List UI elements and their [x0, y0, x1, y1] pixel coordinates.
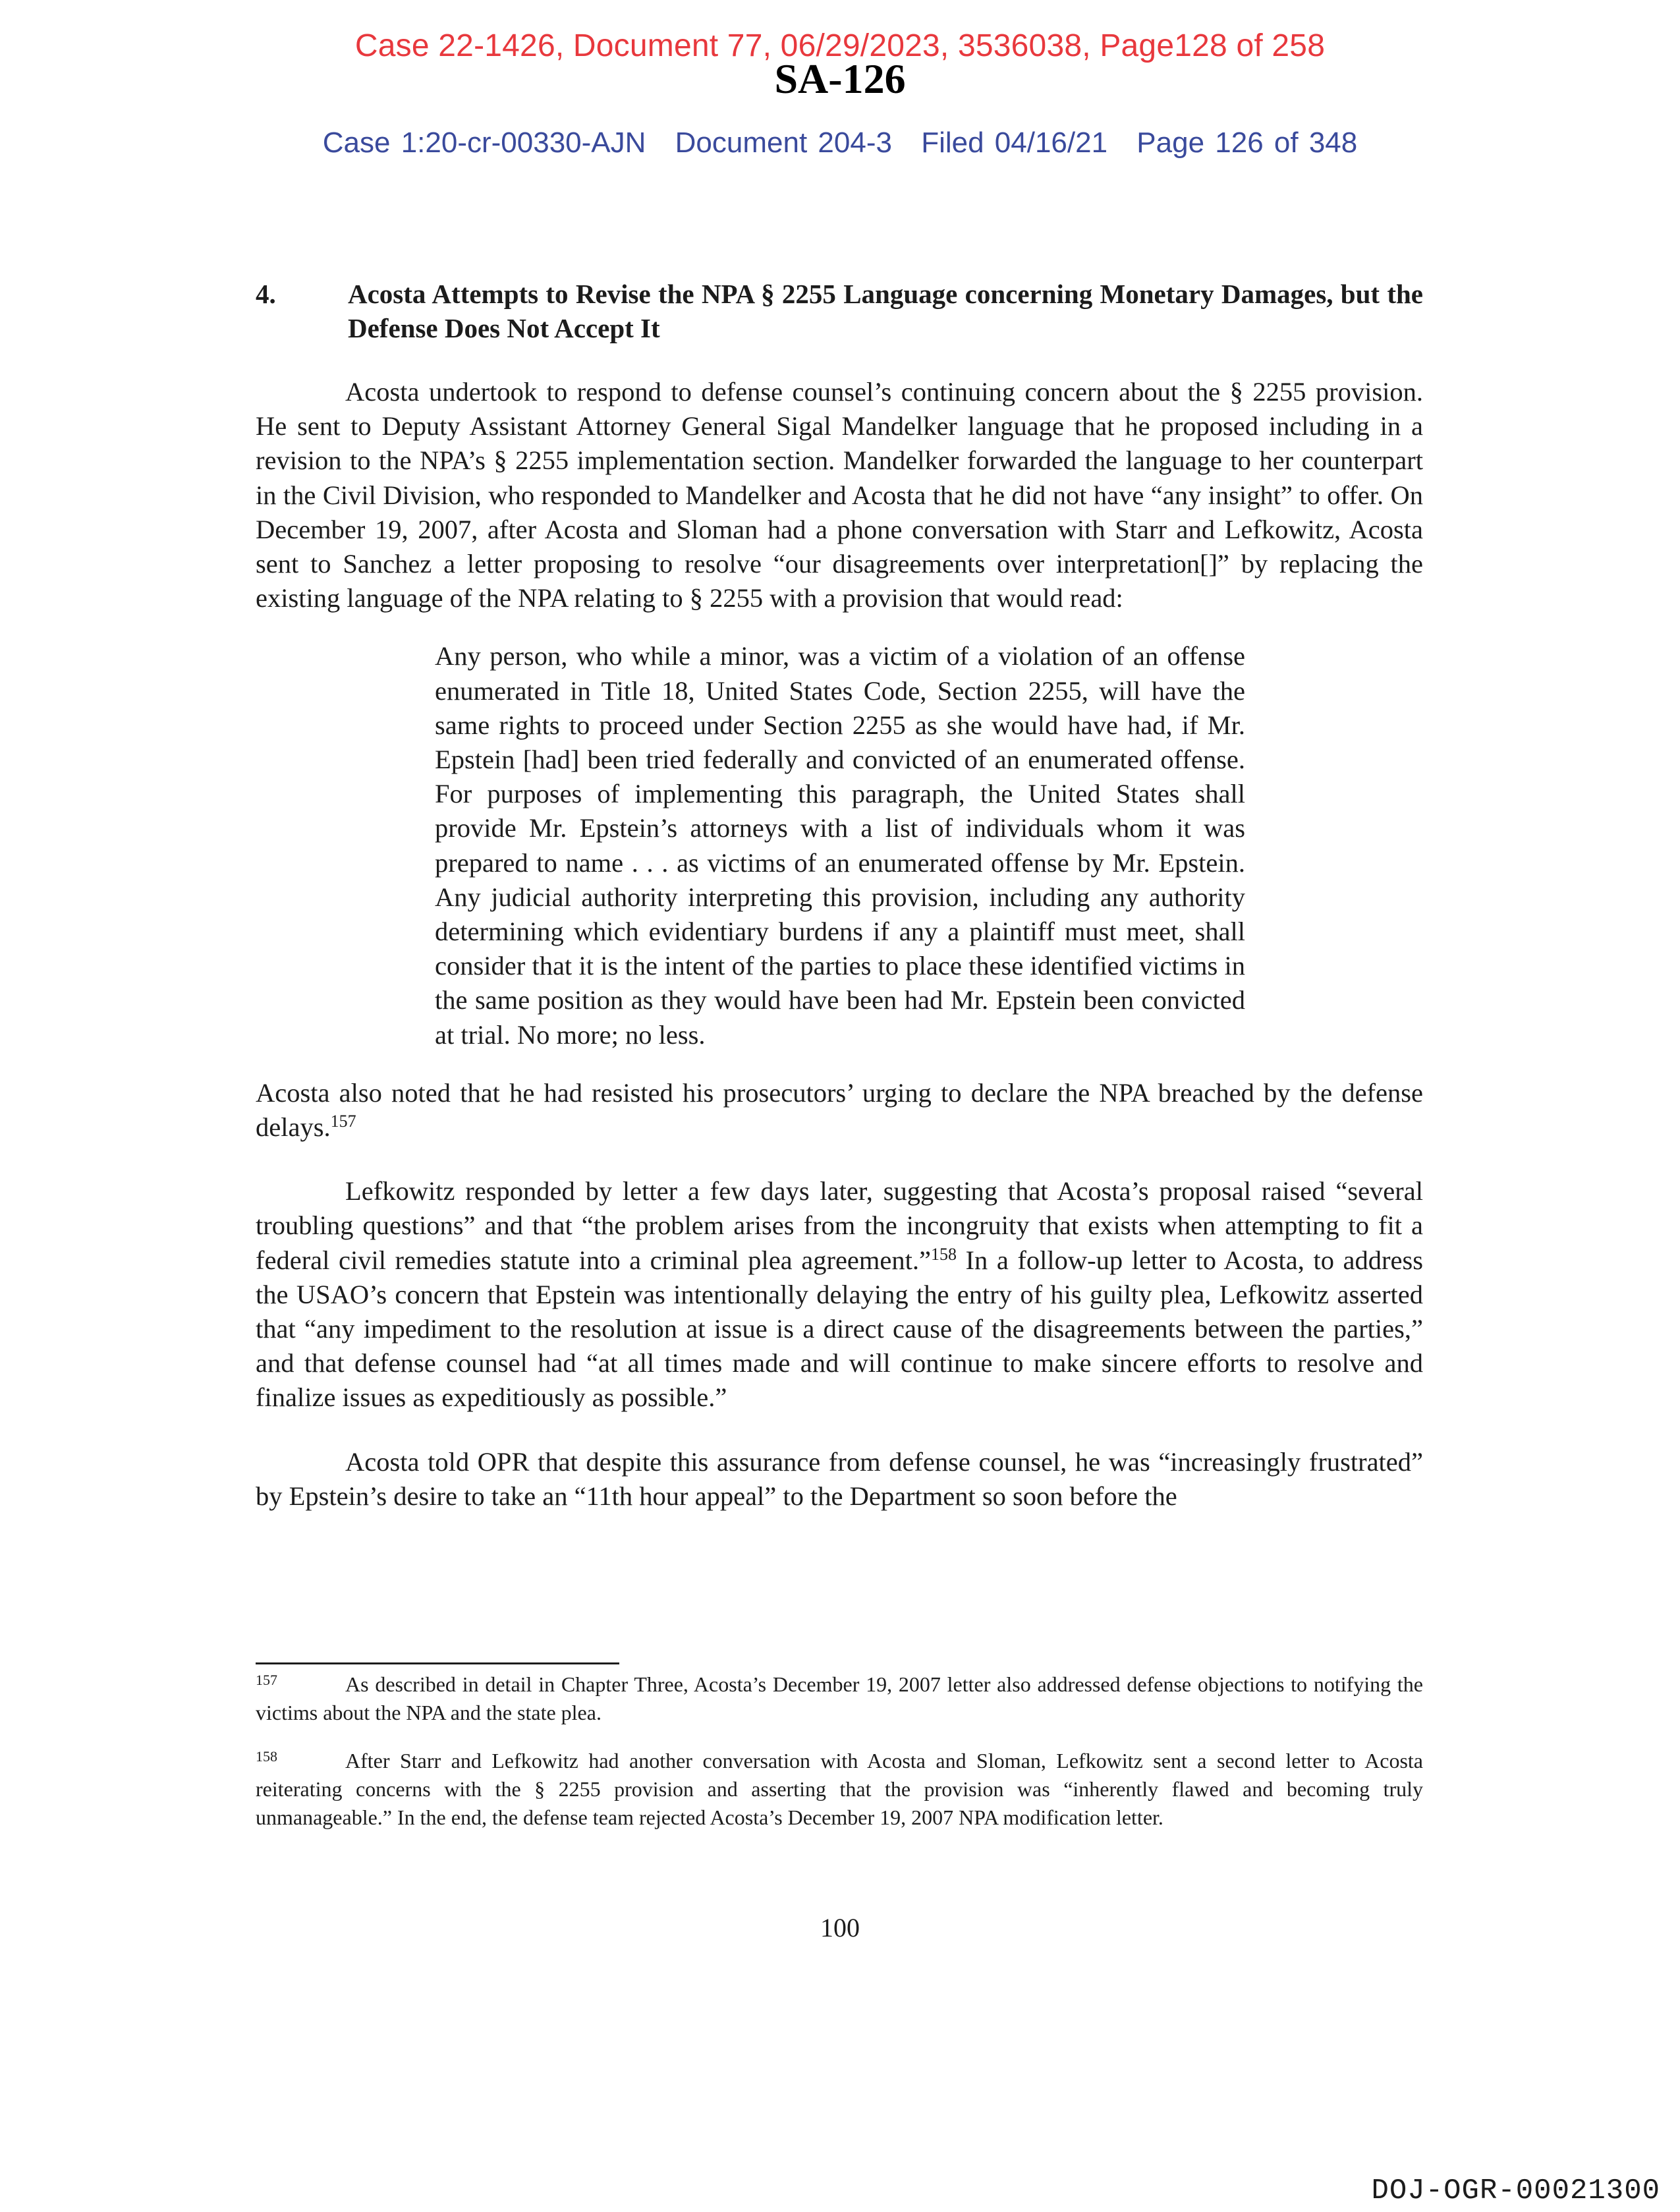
paragraph-2-text: Acosta also noted that he had resisted his prosecutors’ urging to declare the NPA breached by the defense delays. [256, 1077, 1423, 1143]
district-case-stamp [0, 127, 1680, 159]
bates-number: DOJ-OGR-00021300 [1371, 2174, 1660, 2207]
footnote-text: After Starr and Lefkowitz had another conversation with Acosta and Sloman, Lefkowitz sent a second letter to Acosta reiterating concerns with the § 2255 provision and asserting that the provision was “inherently flawed and becoming truly unmanageable.” In the end, the defense team rejected Acosta’s December 19, 2007 NPA modification letter. [256, 1749, 1423, 1829]
document-body [256, 277, 1423, 1514]
footnotes [256, 1670, 1423, 1852]
section-heading [74, 277, 1423, 345]
footnote-ref-157[interactable]: 157 [330, 1112, 356, 1131]
block-quote: Any person, who while a minor, was a victim of a violation of an offense enumerated in Title 18, United States Code, Section 2255, will have the same rights to proceed under Section 2255 as she would have had, if Mr. Epstein [had] been tried federally and convicted of an enumerated offense. For purposes of implementing this paragraph, the United States shall provide Mr. Epstein’s attorneys with a list of individuals whom it was prepared to name . . . as victims of an enumerated offense by Mr. Epstein. Any judicial authority interpreting this provision, including any authority determining which evidentiary burdens if any a plaintiff must meet, shall consider that it is the intent of the parties to place these identified victims in the same position as they would have been had Mr. Epstein been convicted at trial. No more; no less. [435, 641, 1245, 1050]
footnote-157: 157 As described in detail in Chapter Three, Acosta’s December 19, 2007 letter also addressed defense objections to notifying the victims about the NPA and the state plea. [256, 1672, 1423, 1724]
paragraph-4: Acosta told OPR that despite this assurance from defense counsel, he was “increasingly frustrated” by Epstein’s desire to take an “11th hour appeal” to the Department so soon before the [256, 1446, 1423, 1511]
footnote-ref-158[interactable]: 158 [930, 1244, 957, 1264]
district-filed-date: Filed 04/16/21 [921, 127, 1108, 159]
page-number: 100 [820, 1913, 860, 1943]
paragraph-3-text-a: Lefkowitz responded by letter a few days later, suggesting that Acosta’s proposal raised “several troubling questions” and that “the problem arises from the incongruity that exists when attempting to fit a federal civil remedies statute into a criminal plea agreement.” [256, 1176, 1423, 1275]
footnote-text: As described in detail in Chapter Three, Acosta’s December 19, 2007 letter also addressed defense objections to notifying the victims about the NPA and the state plea. [256, 1672, 1423, 1724]
paragraph-3-text-b: In a follow-up letter to Acosta, to address the USAO’s concern that Epstein was intentionally delaying the entry of his guilty plea, Lefkowitz asserted that “any impediment to the resolution at issue is a direct cause of the disagreements between the parties,” and that defense counsel had “at all times made and will continue to make sincere efforts to resolve and finalize issues as expeditiously as possible.” [256, 1245, 1423, 1413]
appendix-page-label: SA-126 [774, 55, 906, 102]
footnote-divider [256, 1662, 619, 1664]
section-number: 4. [256, 279, 276, 309]
district-case-number: Case 1:20-cr-00330-AJN [322, 127, 646, 159]
district-page-count: Page 126 of 348 [1136, 127, 1358, 159]
section-title: Acosta Attempts to Revise the NPA § 2255 Language concerning Monetary Damages, but the Defense Does Not Accept It [348, 279, 1423, 343]
footnote-158: 158 After Starr and Lefkowitz had another conversation with Acosta and Sloman, Lefkowitz sent a second letter to Acosta reiterating concerns with the § 2255 provision and asserting that the provision was “inherently flawed and becoming truly unmanageable.” In the end, the defense team rejected Acosta’s December 19, 2007 NPA modification letter. [256, 1748, 1423, 1829]
paragraph-2 [256, 1076, 1423, 1145]
district-document-number: Document 204-3 [675, 127, 892, 159]
paragraph-3 [256, 1174, 1423, 1415]
paragraph-1: Acosta undertook to respond to defense counsel’s continuing concern about the § 2255 provision. He sent to Deputy Assistant Attorney General Sigal Mandelker language that he proposed including in a revision to the NPA’s § 2255 implementation section. Mandelker forwarded the language to her counterpart in the Civil Division, who responded to Mandelker and Acosta that he did not have “any insight” to offer. On December 19, 2007, after Acosta and Sloman had a phone conversation with Starr and Lefkowitz, Acosta sent to Sanchez a letter proposing to resolve “our disagreements over interpretation[]” by replacing the existing language of the NPA relating to § 2255 with a provision that would read: [256, 377, 1423, 613]
appellate-case-stamp: Case 22-1426, Document 77, 06/29/2023, 3536038, Page128 of 258 [354, 28, 1326, 63]
